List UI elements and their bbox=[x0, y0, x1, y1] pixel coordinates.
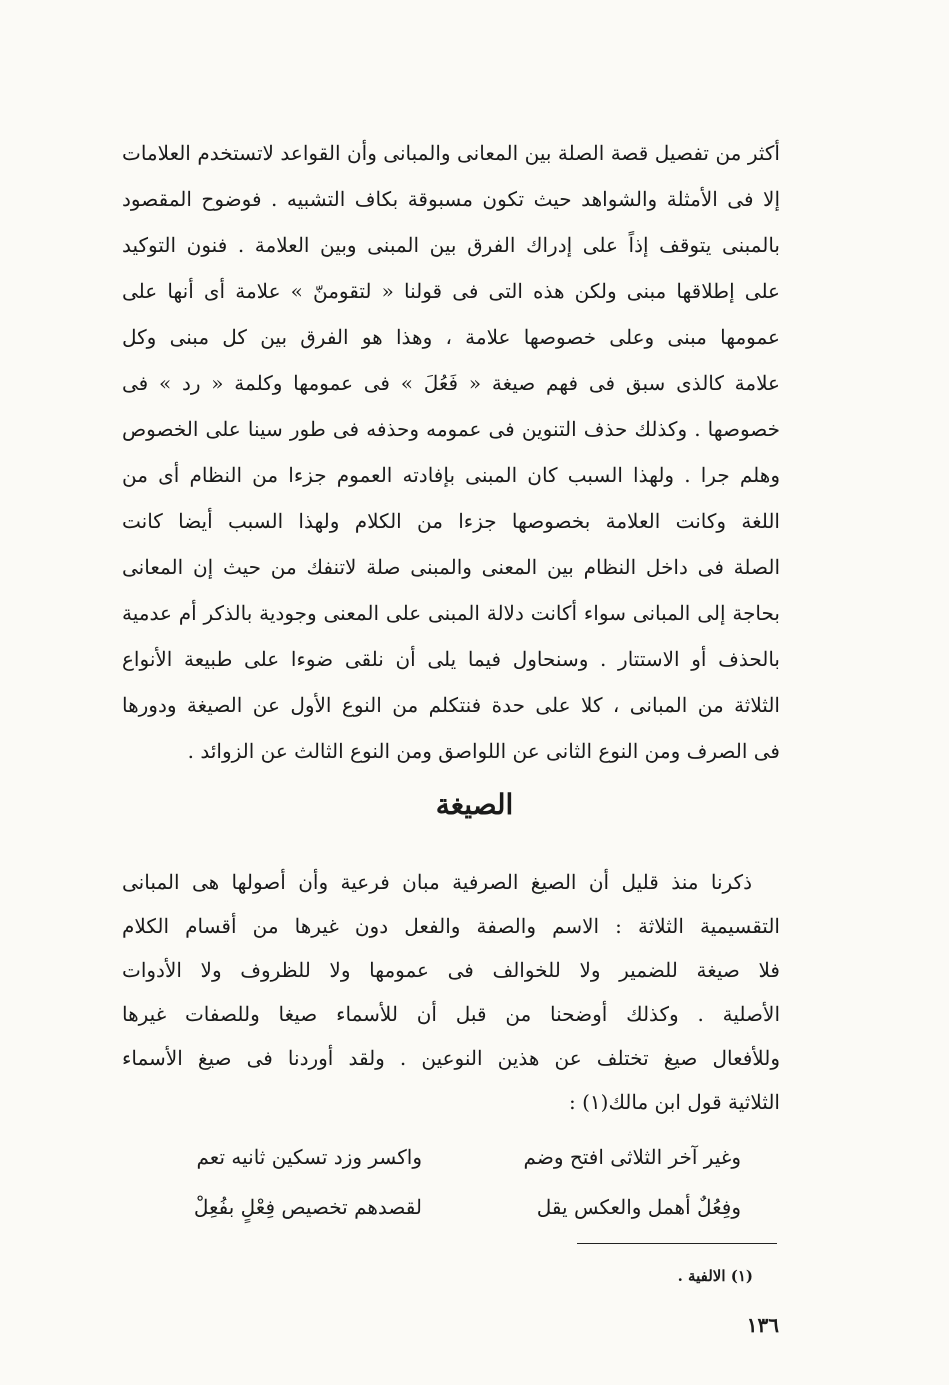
text-line: إلا فى الأمثلة والشواهد حيث تكون مسبوقة بكاف التشبيه . فوضوح المقصود bbox=[122, 187, 780, 211]
verse-second-hemistich: لقصدهم تخصيص فِعْلٍ بفُعِلْ bbox=[193, 1195, 422, 1219]
text-line: اللغة وكانت العلامة بخصوصها جزءا من الكلام ولهذا السبب أيضا كانت bbox=[122, 509, 780, 533]
paragraph-2 bbox=[122, 860, 780, 1124]
text-line: خصوصها . وكذلك حذف التنوين فى عمومه وحذفه فى طور سينا على الخصوص bbox=[122, 417, 780, 441]
text-line: فلا صيغة للضمير ولا للخوالف فى عمومها ولا للظروف ولا الأدوات bbox=[122, 958, 780, 982]
text-line: التقسيمية الثلاثة : الاسم والصفة والفعل دون غيرها من أقسام الكلام bbox=[122, 914, 780, 938]
page-number: ١٣٦ bbox=[746, 1313, 779, 1337]
text-line: الأصلية . وكذلك أوضحنا من قبل أن للأسماء صيغا وللصفات غيرها bbox=[122, 1002, 780, 1026]
text-line: فى الصرف ومن النوع الثانى عن اللواصق ومن النوع الثالث عن الزوائد . bbox=[187, 739, 780, 763]
text-line: بالحذف أو الاستتار . وسنحاول فيما يلى أن نلقى ضوءا على طبيعة الأنواع bbox=[122, 647, 780, 671]
text-line: الصلة فى داخل النظام بين المعنى والمبنى صلة لاتنفك من حيث إن المعانى bbox=[122, 555, 780, 579]
verse-line bbox=[0, 1137, 949, 1177]
text-line: وهلم جرا . ولهذا السبب كان المبنى بإفادته العموم جزءا من النظام أى من bbox=[122, 463, 780, 487]
text-line: على إطلاقها مبنى ولكن هذه التى فى قولنا « لتقومنّ » علامة أى أنها على bbox=[122, 279, 780, 303]
footnote: (١) الالفية . bbox=[677, 1267, 753, 1285]
verse-first-hemistich: وغير آخر الثلاثى افتح وضم bbox=[523, 1145, 741, 1169]
verse-line bbox=[0, 1187, 949, 1227]
text-line: أكثر من تفصيل قصة الصلة بين المعانى والمبانى وأن القواعد لاتستخدم العلامات bbox=[122, 141, 780, 165]
text-line: علامة كالذى سبق فى فهم صيغة « فَعُلَ » فى عمومها وكلمة « رد » فى bbox=[122, 371, 780, 395]
text-line: ذكرنا منذ قليل أن الصيغ الصرفية مبان فرعية وأن أصولها هى المبانى bbox=[122, 870, 752, 894]
footnote-divider bbox=[577, 1243, 777, 1244]
text-line: بالمبنى يتوقف إذاً على إدراك الفرق بين المبنى وبين العلامة . فنون التوكيد bbox=[122, 233, 780, 257]
text-line: الثلاثية قول ابن مالك(١) : bbox=[568, 1090, 780, 1114]
paragraph-1 bbox=[122, 130, 780, 774]
section-heading: الصيغة bbox=[435, 788, 514, 821]
verse-second-hemistich: واكسر وزد تسكين ثانيه تعم bbox=[196, 1145, 422, 1169]
text-line: بحاجة إلى المبانى سواء أكانت دلالة المبنى على المعنى وجودية بالذكر أم عدمية bbox=[122, 601, 780, 625]
verse-first-hemistich: وفِعُلٌ أهمل والعكس يقل bbox=[536, 1195, 741, 1219]
text-line: الثلاثة من المبانى ، كلا على حدة فنتكلم من النوع الأول عن الصيغة ودورها bbox=[122, 693, 780, 717]
text-line: عمومها مبنى وعلى خصوصها علامة ، وهذا هو الفرق بين كل مبنى وكل bbox=[122, 325, 780, 349]
text-line: وللأفعال صيغ تختلف عن هذين النوعين . ولقد أوردنا فى صيغ الأسماء bbox=[122, 1046, 780, 1070]
